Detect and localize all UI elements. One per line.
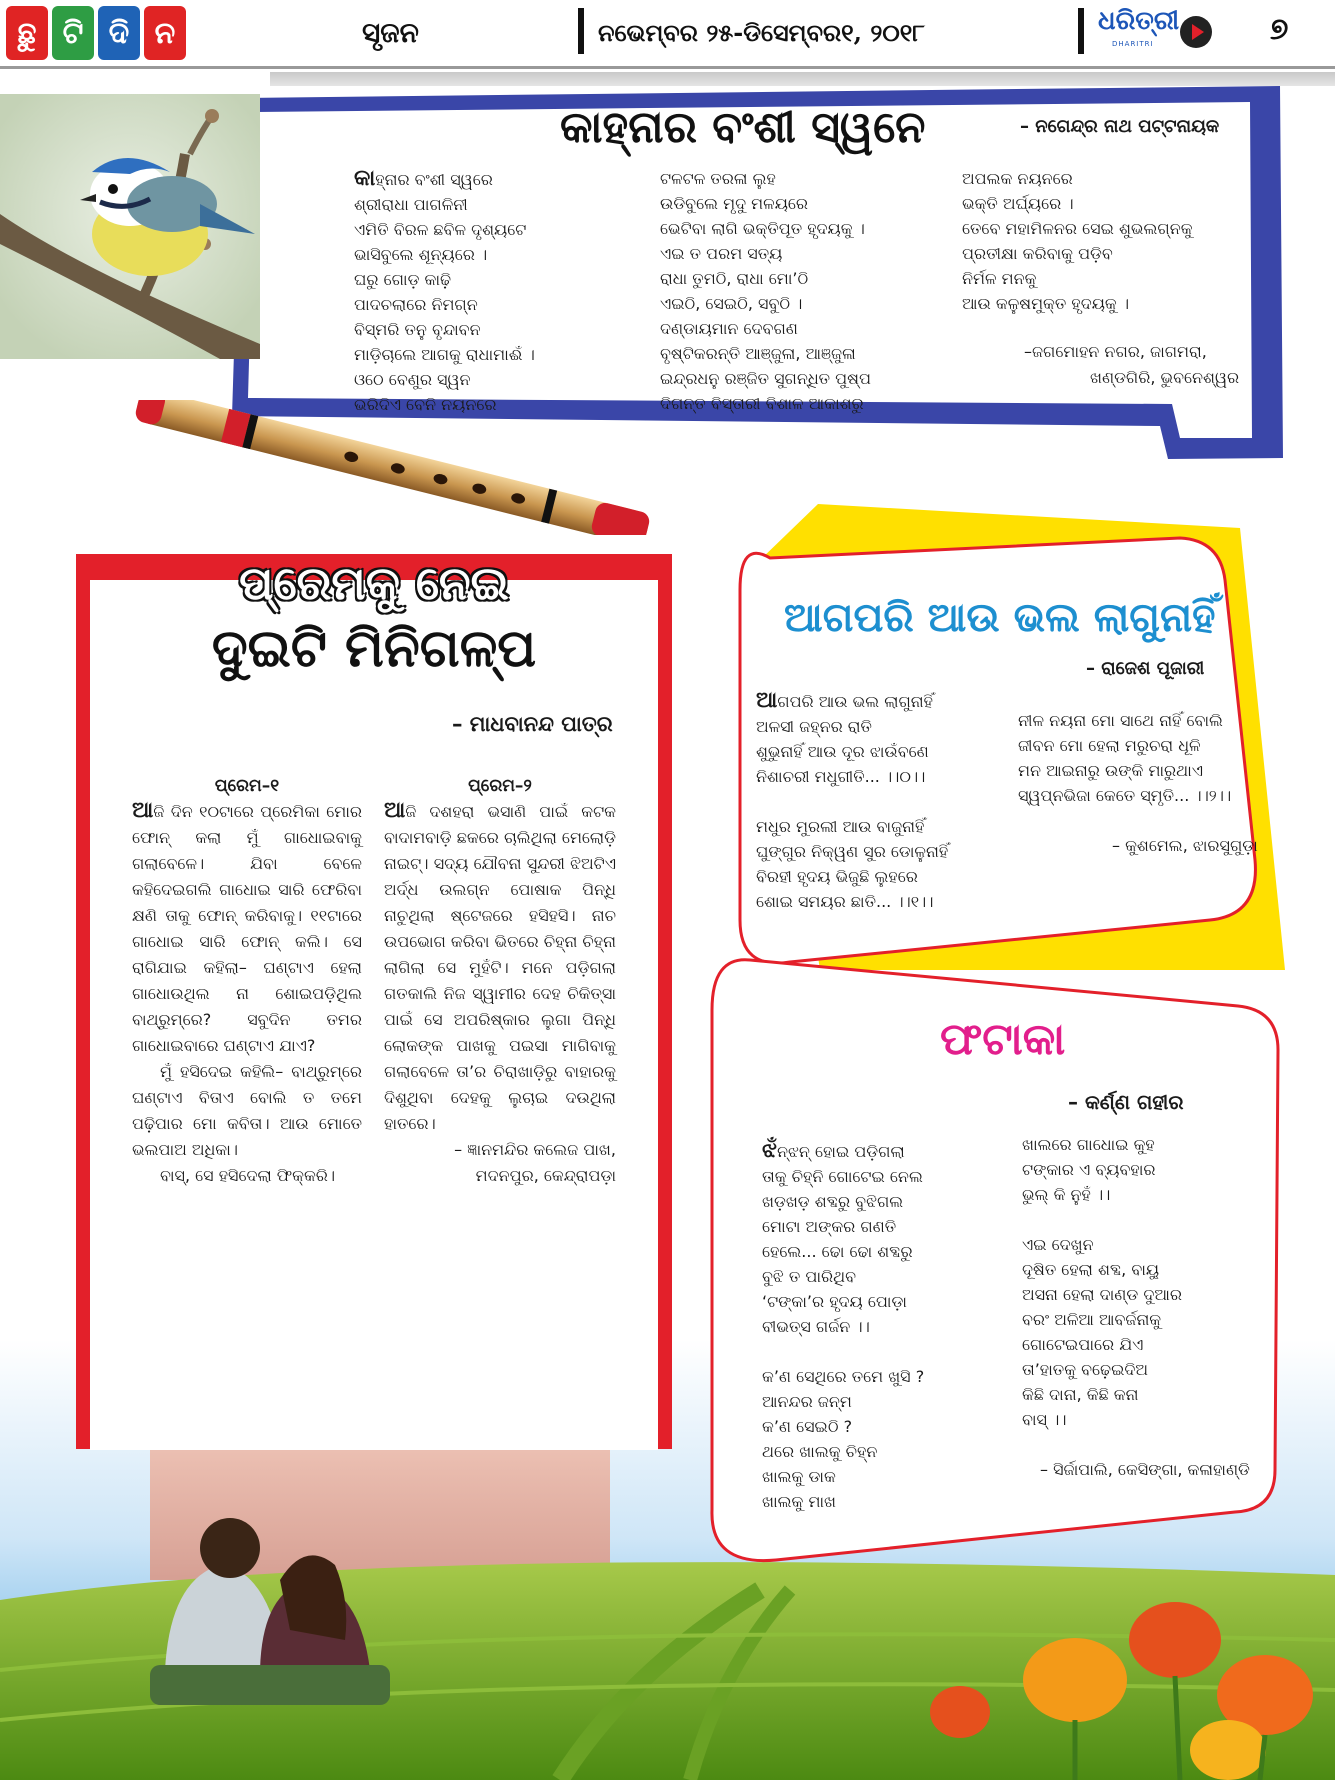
poem-line: ମାଡ଼ିଚାଲେ ଆଗକୁ ରାଧାମାଈଁ । bbox=[354, 345, 535, 364]
poem3-col1 bbox=[762, 1138, 924, 1514]
poem3-col2 bbox=[1022, 1132, 1182, 1432]
poem-line: ଖାଲକୁ ଡାକ bbox=[762, 1467, 836, 1486]
poem-line: ପ୍ରତୀକ୍ଷା କରିବାକୁ ପଡ଼ିବ bbox=[962, 244, 1113, 263]
story-part-1 bbox=[132, 776, 362, 1189]
poem-line: ଖାଲକୁ ମାଖ bbox=[762, 1492, 837, 1511]
poem-line: ଏମିତି ବିରଳ ଛବିଳ ଦୃଶ୍ୟଟେ bbox=[354, 220, 527, 239]
poem-line: ବିସ୍ମରି ତନୁ ବୃନ୍ଦାବନ bbox=[354, 320, 481, 339]
poem-line: ବୃଷ୍ଟିକରନ୍ତି ଆଞ୍ଜୁଳା, ଆଞ୍ଜୁଳା bbox=[660, 344, 856, 363]
poem-line: ଟଳଟଳ ତରଳା ଲୁହ bbox=[660, 169, 776, 188]
poem3-author: – କର୍ଣ୍ଣ ଗହୀର bbox=[1068, 1090, 1184, 1114]
poem-line: ଜୀବନ ମୋ ହେଲା ମରୁଚରା ଧୂଳି bbox=[1018, 736, 1201, 755]
poem3-place: – ସିର୍ଜାପାଲି, କେସିଙ୍ଗା, କଳାହାଣ୍ଡି bbox=[1040, 1460, 1250, 1479]
poem1-title: କାହ୍ନାର ବଂଶୀ ସ୍ୱନେ bbox=[560, 102, 926, 153]
brand-sub: DHARITRI bbox=[1112, 40, 1154, 48]
poem1-col1 bbox=[354, 166, 535, 417]
flute-illustration bbox=[130, 400, 655, 535]
poem-line: ଭେଟିବା ଲାଗି ଭକ୍ତିପୂତ ହୃଦୟକୁ । bbox=[660, 219, 865, 238]
header-divider bbox=[578, 8, 584, 54]
poem-line: ଖାଲରେ ଗାଧୋଇ କୁହ bbox=[1022, 1135, 1155, 1154]
poem-line: ଟଙ୍କାର ଏ ବ୍ୟବହାର bbox=[1022, 1160, 1156, 1179]
poem-line: ତା’ହାତକୁ ବଢ଼େଇଦିଅ bbox=[1022, 1360, 1149, 1379]
poem1-place-1: –ଜଗମୋହନ ନଗର, ଜାଗମରା, bbox=[1024, 342, 1207, 361]
poem-line: ଭରିଦିଏ ବେନି ନୟନରେ bbox=[354, 395, 497, 414]
poem-line: ଏଇଠି, ସେଇଠି, ସବୁଠି । bbox=[660, 294, 803, 313]
poem-line: ଏଇ ଦେଖୁନ bbox=[1022, 1235, 1094, 1254]
story-paragraph: ଆଜି ଦିନ ୧୦ଟାରେ ପ୍ରେମିକା ମୋର ଫୋନ୍ କଲା ମୁଁ ଗାଧୋଇବାକୁ ଗଲାବେଳେ। ଯିବା ବେଳେ କହିଦେଇଗଲି ଗାଧୋଇ ସାରି ଫେରିବା କ୍ଷଣି ତାକୁ ଫୋନ୍ କରିବାକୁ। ୧୧ଟାରେ ଗାଧୋଇ ସାରି ଫୋନ୍ କଲି। ସେ ରାଗିଯାଇ କହିଲା– ଘଣ୍ଟାଏ ହେଲା ଗାଧୋଉଥିଲ ନା ଶୋଇପଡ଼ିଥିଲ ବାଥ୍‌ରୁମ୍‌ରେ? ସବୁଦିନ ତମର ଗାଧୋଇବାରେ ଘଣ୍ଟାଏ ଯାଏ? bbox=[132, 798, 362, 1055]
poem-line: ଏଇ ତ ପରମ ସତ୍ୟ bbox=[660, 244, 783, 263]
poem-line: ଆନନ୍ଦର ଜନ୍ମ bbox=[762, 1392, 852, 1411]
poem-line: ଥରେ ଖାଲକୁ ଚିହ୍ନ bbox=[762, 1442, 878, 1461]
poem-line: ଅପଲକ ନୟନରେ bbox=[962, 169, 1073, 188]
masthead-letter: ଛୁ bbox=[6, 6, 48, 60]
play-icon bbox=[1180, 16, 1212, 48]
poem2-place: – କୁଶମେଲ, ଝାରସୁଗୁଡ଼ା bbox=[1112, 836, 1258, 855]
poem-line: ରାଧା ତୁମଠି, ରାଧା ମୋ’ଠି bbox=[660, 269, 809, 288]
story-paragraph: ମୁଁ ହସିଦେଇ କହିଲି– ବାଥ୍‌ରୁମ୍‌ରେ ଘଣ୍ଟାଏ ବିତାଏ ବୋଲି ତ ତମେ ପଢ଼ିପାର ମୋ କବିତା। ଆଉ ମୋତେ ଭଲପାଅ ଅଧିକା। bbox=[132, 1062, 362, 1159]
story-part-2-heading: ପ୍ରେମ–୨ bbox=[468, 776, 532, 796]
story-paragraph: ବାସ୍, ସେ ହସିଦେଲା ଫିକ୍‌କରି। bbox=[160, 1166, 336, 1185]
poem-line: ଦୂଷିତ ହେଲା ଶବ୍ଦ, ବାୟୁ bbox=[1022, 1260, 1160, 1279]
poem1-col2 bbox=[660, 166, 871, 416]
masthead-letter: ଦି bbox=[98, 6, 140, 60]
story-place-1: – ଜ୍ଞାନମନ୍ଦିର କଲେଜ ପାଖ, bbox=[454, 1140, 616, 1159]
bird-photo bbox=[0, 94, 260, 359]
story-part-2 bbox=[384, 776, 616, 1189]
poem3-title: ଫଟାକା bbox=[940, 1014, 1066, 1065]
poem-line: ତେବେ ମହାମିଳନର ସେଇ ଶୁଭଲଗ୍ନକୁ bbox=[962, 219, 1193, 238]
issue-date: ନଭେମ୍ବର ୨୫-ଡିସେମ୍ବର୧, ୨୦୧୮ bbox=[598, 18, 925, 47]
poem-line: ଓଠେ ବେଣୁର ସ୍ୱନ bbox=[354, 370, 471, 389]
poem-line: ଅଳସୀ ଜହ୍ନର ରାତି bbox=[756, 717, 872, 736]
masthead-letter: ଟି bbox=[52, 6, 94, 60]
header-shade bbox=[270, 72, 1335, 86]
poem-line bbox=[1022, 1207, 1182, 1232]
poem1-col3 bbox=[962, 166, 1193, 316]
story-author: – ମାଧବାନନ୍ଦ ପାତ୍ର bbox=[452, 712, 613, 736]
poem-line: ଖଡ଼ଖଡ଼ ଶବ୍ଦରୁ ବୁଝିଗଲ bbox=[762, 1192, 904, 1211]
poem2-title: ଆଗପରି ଆଉ ଭଲ ଲାଗୁନାହିଁ bbox=[784, 594, 1216, 641]
poem2-col2 bbox=[1018, 708, 1231, 808]
poem-line: ଭକ୍ତି ଅର୍ଘ୍ୟରେ । bbox=[962, 194, 1074, 213]
poem-line: ଭାସିବୁଲେ ଶୂନ୍ୟରେ । bbox=[354, 245, 488, 264]
poem-line: ଶୋଇ ସମୟର ଛାତି... ।।୧।। bbox=[756, 892, 934, 911]
poem-line: ଭୁଲ୍ କି ନୁହଁ ।। bbox=[1022, 1185, 1111, 1204]
poem-line: ଶୁଭୁନାହିଁ ଆଉ ଦୂର ଝାଉଁବଣେ bbox=[756, 742, 929, 761]
poem-line: ତାକୁ ଚିହ୍ନି ଗୋଟେଇ ନେଲ bbox=[762, 1167, 923, 1186]
poem-line: କ’ଣ ସେଇଠି ? bbox=[762, 1417, 853, 1436]
page-header bbox=[0, 0, 1335, 69]
poem-line: ଶ୍ରୀରାଧା ପାଗଳିନୀ bbox=[354, 195, 468, 214]
story-title-2: ଦୁଇଟି ମିନିଗଳ୍ପ bbox=[211, 618, 537, 679]
poem-line: ଆଉ କଳୁଷମୁକ୍ତ ହୃଦୟକୁ । bbox=[962, 294, 1130, 313]
poem-line bbox=[762, 1339, 924, 1364]
poem-line: ବୁଝି ତ ପାରିଥିବ bbox=[762, 1267, 856, 1286]
poem-line: ଅସନା ହେଲା ଦାଣ୍ଡ ଦୁଆର bbox=[1022, 1285, 1182, 1304]
section-title: ସୃଜନ bbox=[362, 16, 419, 49]
story-part-1-heading: ପ୍ରେମ–୧ bbox=[214, 776, 280, 796]
poem-line: ବିରହୀ ହୃଦୟ ଭିଜୁଛି ଲୁହରେ bbox=[756, 867, 918, 886]
poem2-col1 bbox=[756, 688, 948, 914]
poem-line: ହେଲେ... ଢୋ ଢୋ ଶବ୍ଦରୁ bbox=[762, 1242, 913, 1261]
poem-line: କ’ଣ ସେଥିରେ ତମେ ଖୁସି ? bbox=[762, 1367, 925, 1386]
poem-line: ଆଗପରି ଆଉ ଭଲ ଲାଗୁନାହିଁ bbox=[756, 688, 933, 713]
masthead-letter: ନ bbox=[144, 6, 186, 60]
poem-line: ‘ଟଙ୍କା’ର ହୃଦୟ ପୋଡ଼ା bbox=[762, 1292, 907, 1311]
brand-logo: ଧରିତ୍ରୀ bbox=[1098, 6, 1180, 36]
poem-line: ବାସ୍ ।। bbox=[1022, 1410, 1067, 1429]
poem-line: ଦଣ୍ଡାୟମାନ ଦେବଗଣ bbox=[660, 319, 798, 338]
poem-line: କାହ୍ନାର ବଂଶୀ ସ୍ୱରେ bbox=[354, 166, 493, 191]
poem-line: ମୋଟା ଅଙ୍କର ଗଣତି bbox=[762, 1217, 897, 1236]
poem-line: ନିଶାଚରୀ ମଧୁଗୀତି... ।।୦।। bbox=[756, 767, 926, 786]
poem-line: ଉଡିବୁଲେ ମୃଦୁ ମଳୟରେ bbox=[660, 194, 809, 213]
poem-line: ନୀଳ ନୟନା ମୋ ସାଥେ ନାହିଁ ବୋଲି bbox=[1018, 711, 1223, 730]
header-divider bbox=[1078, 8, 1084, 54]
poem-line bbox=[756, 789, 948, 814]
poem-line: ମନ ଆଇନାରୁ ଉଙ୍କି ମାରୁଥାଏ bbox=[1018, 761, 1204, 780]
story-place-2: ମଦନପୁର, କେନ୍ଦ୍ରାପଡ଼ା bbox=[475, 1166, 616, 1185]
poem-line: ନିର୍ମଳ ମନକୁ bbox=[962, 269, 1037, 288]
poem1-place-2: ଖଣ୍ଡଗିରି, ଭୁବନେଶ୍ୱର bbox=[1090, 368, 1240, 387]
poem-line: କିଛି ଦାନା, କିଛି କନା bbox=[1022, 1385, 1139, 1404]
poem-line: ଘୁଙ୍ଗୁର ନିକ୍ୱଣ ସୁର ଡୋଳୁନାହିଁ bbox=[756, 842, 949, 861]
poem-line: ବରଂ ଅଳିଆ ଆବର୍ଜନାକୁ bbox=[1022, 1310, 1162, 1329]
poem-line: ବୀଭତ୍ସ ଗର୍ଜନ ।। bbox=[762, 1317, 870, 1336]
page-number: ୭ bbox=[1270, 12, 1289, 47]
poem-line: ଦିଗନ୍ତ ବିସ୍ତାରୀ ବିଶାଳ ଆକାଶରୁ bbox=[660, 394, 864, 413]
poem-line: ଇନ୍ଦ୍ରଧନୁ ରଞ୍ଜିତ ସୁଗନ୍ଧିତ ପୁଷ୍ପ bbox=[660, 369, 871, 388]
poem-line: ଗୋଟେଇପାରେ ଯିଏ bbox=[1022, 1335, 1144, 1354]
poem-line: ମଧୁର ମୁରଲୀ ଆଉ ବାଜୁନାହିଁ bbox=[756, 817, 925, 836]
poem-line: ଘରୁ ଗୋଡ଼ କାଢ଼ି bbox=[354, 270, 452, 289]
story-paragraph: ଆଜି ଦଶହରା ଭସାଣି ପାଇଁ କଟକ ବାଦାମବାଡ଼ି ଛକରେ ଚାଲିଥିଲା ମେଲୋଡ଼ି ନାଇଟ୍। ସଦ୍ୟ ଯୌବନା ସୁନ୍ଦରୀ ଝିଅଟିଏ ଅର୍ଦ୍ଧ ଉଲଗ୍ନ ପୋଷାକ ପିନ୍ଧି ନାଚୁଥିଲା ଷ୍ଟେଜରେ ହସିହସି। ନାଚ ଉପଭୋଗ କରିବା ଭିତରେ ଚିହ୍ନା ଚିହ୍ନା ଲାଗିଲା ସେ ମୁହଁଟି। ମନେ ପଡ଼ିଗଲା ଗତକାଲି ନିଜ ସ୍ୱାମୀର ଦେହ ଚିକିତ୍ସା ପାଇଁ ସେ ଅପରିଷ୍କାର ଲୁଗା ପିନ୍ଧି ଲୋକଙ୍କ ପାଖକୁ ପଇସା ମାଗିବାକୁ ଗଲାବେଳେ ତା’ର ଚିରାଖାଡ଼ିରୁ ବାହାରକୁ ଦିଶୁଥିବା ଦେହକୁ ଲୁଚାଇ ଦଉଥିଲା ହାତରେ। bbox=[384, 798, 616, 1133]
poem2-author: – ରାଜେଶ ପୂଜାରୀ bbox=[1086, 658, 1205, 679]
poem-line: ଝଁନ୍ଝନ୍ ହୋଇ ପଡ଼ିଗଲା bbox=[762, 1138, 905, 1163]
poem1-author: – ନଗେନ୍ଦ୍ର ନାଥ ପଟ୍ଟନାୟକ bbox=[1020, 116, 1220, 137]
poem-line: ପାଦଚଲାରେ ନିମଗ୍ନ bbox=[354, 295, 478, 314]
poem-line: ସ୍ୱପ୍ନଭିଜା କେତେ ସ୍ମୃତି... ।।୨।। bbox=[1018, 786, 1232, 805]
story-title-1: ପ୍ରେମକୁ ନେଇ bbox=[239, 556, 509, 610]
